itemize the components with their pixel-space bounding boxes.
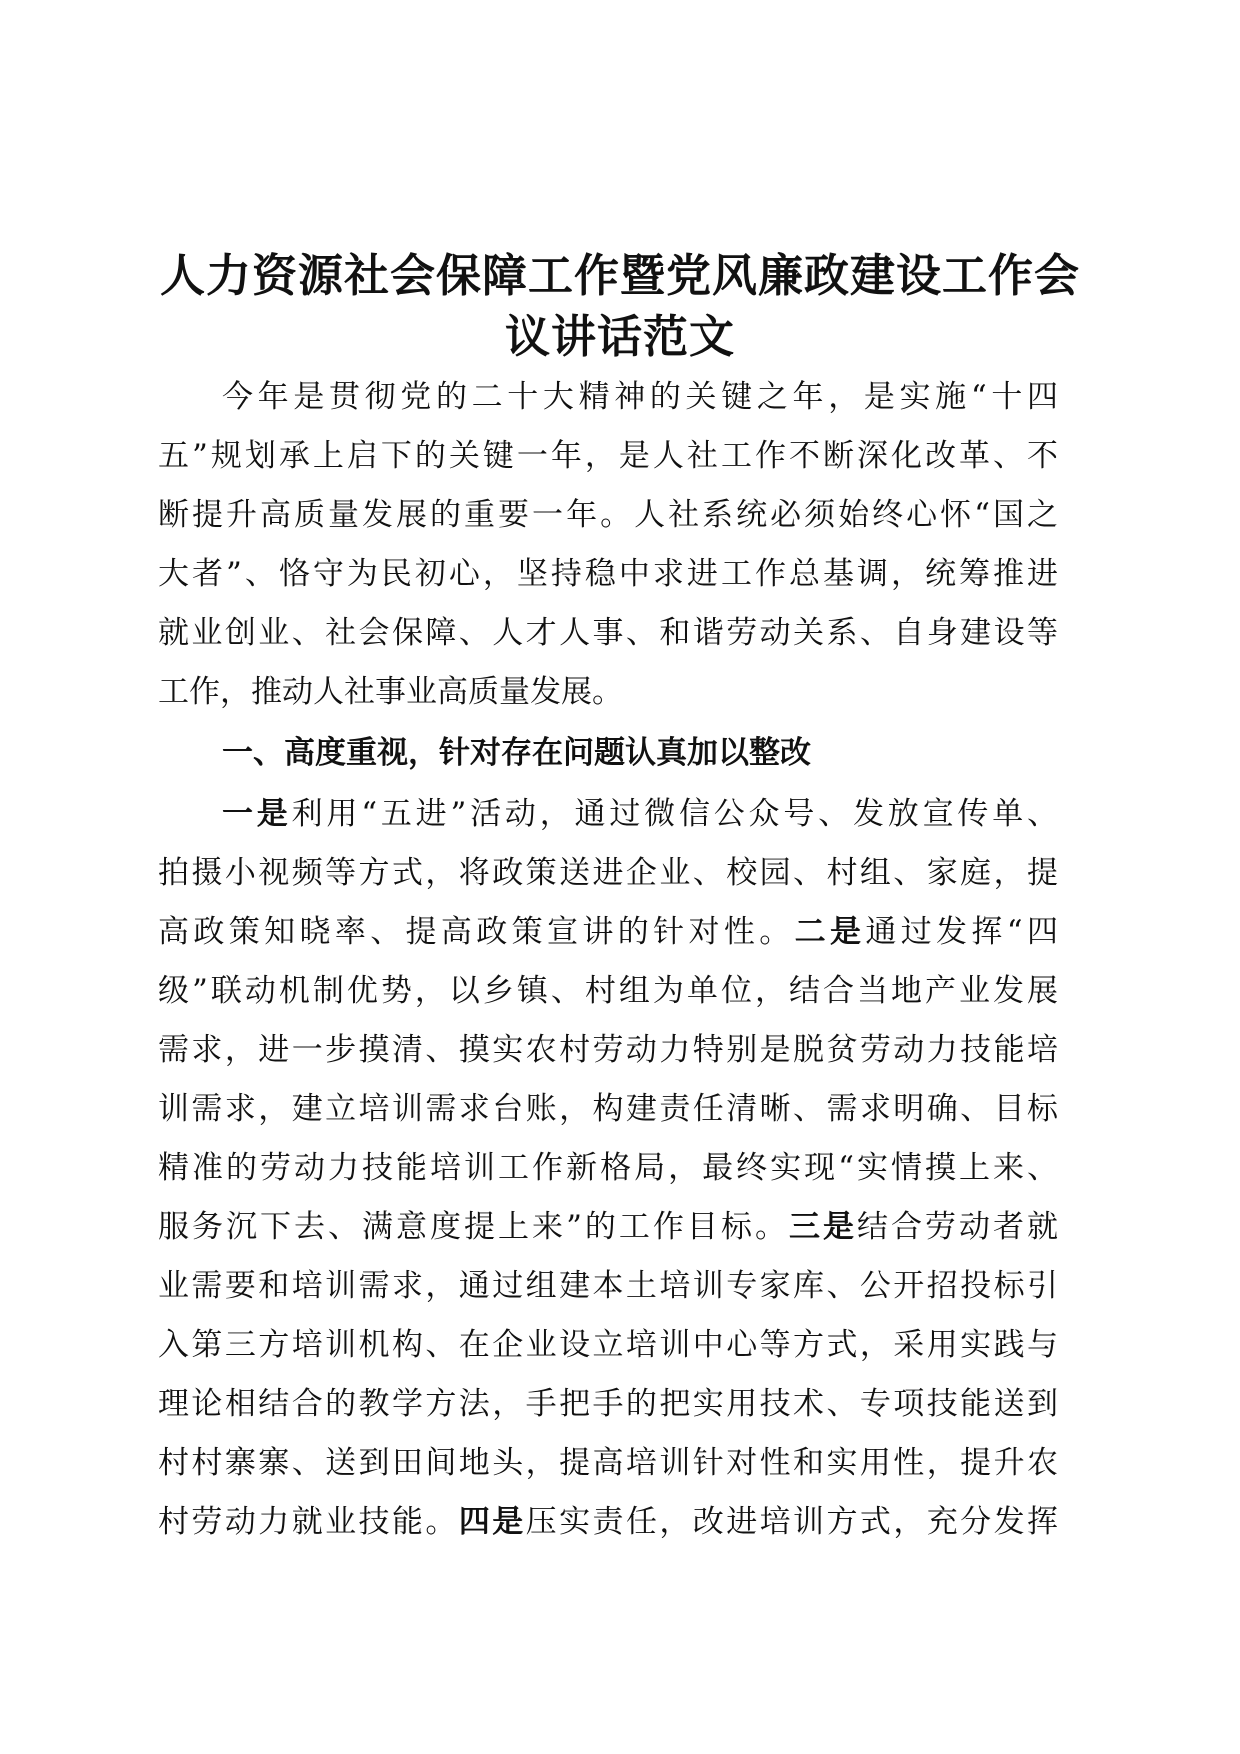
body-text: 压实责任，改进培训方式，充分发挥 [525, 1504, 1059, 1540]
item-marker: 三是 [788, 1209, 857, 1245]
document-title-line-1: 人力资源社会保障工作暨党风廉政建设工作会 [159, 249, 1080, 302]
document-title-line-2: 议讲话范文 [504, 310, 735, 363]
body-line: 需求，进一步摸清、摸实农村劳动力特别是脱贫劳动力技能培 [158, 1032, 1058, 1068]
body-text: 通过发挥“四 [865, 914, 1059, 950]
body-line: 训需求，建立培训需求台账，构建责任清晰、需求明确、目标 [158, 1091, 1058, 1127]
body-line: 入第三方培训机构、在企业设立培训中心等方式，采用实践与 [158, 1327, 1058, 1363]
intro-line: 就业创业、社会保障、人才人事、和谐劳动关系、自身建设等 [158, 615, 1058, 651]
body-text: 利用“五进”活动，通过微信公众号、发放宣传单、 [291, 796, 1058, 832]
body-line: 级”联动机制优势，以乡镇、村组为单位，结合当地产业发展 [158, 973, 1058, 1009]
body-line: 业需要和培训需求，通过组建本土培训专家库、公开招投标引 [158, 1268, 1058, 1304]
section-heading-1: 一、高度重视，针对存在问题认真加以整改 [222, 735, 811, 771]
body-text: 结合劳动者就 [856, 1209, 1058, 1245]
body-line: 村村寨寨、送到田间地头，提高培训针对性和实用性，提升农 [158, 1445, 1058, 1481]
item-marker: 一是 [222, 796, 292, 832]
body-line: 拍摄小视频等方式，将政策送进企业、校园、村组、家庭，提 [158, 855, 1058, 891]
body-text: 村劳动力就业技能。 [158, 1504, 459, 1540]
body-line: 理论相结合的教学方法，手把手的把实用技术、专项技能送到 [158, 1386, 1058, 1422]
intro-line: 断提升高质量发展的重要一年。人社系统必须始终心怀“国之 [158, 497, 1058, 533]
body-line: 精准的劳动力技能培训工作新格局，最终实现“实情摸上来、 [158, 1150, 1058, 1186]
intro-line: 今年是贯彻党的二十大精神的关键之年，是实施“十四 [222, 379, 1058, 415]
body-text: 服务沉下去、满意度提上来”的工作目标。 [158, 1209, 789, 1245]
intro-line: 大者”、恪守为民初心，坚持稳中求进工作总基调，统筹推进 [158, 556, 1058, 592]
body-text: 高政策知晓率、提高政策宣讲的针对性。 [158, 914, 795, 950]
item-marker: 四是 [458, 1504, 526, 1540]
body-line [158, 1198, 1058, 1257]
body-line [158, 903, 1058, 962]
item-marker: 二是 [794, 914, 866, 950]
intro-line: 五”规划承上启下的关键一年，是人社工作不断深化改革、不 [158, 438, 1058, 474]
intro-line: 工作，推动人社事业高质量发展。 [158, 674, 623, 710]
body-line [222, 785, 1058, 844]
body-line [158, 1493, 1058, 1552]
